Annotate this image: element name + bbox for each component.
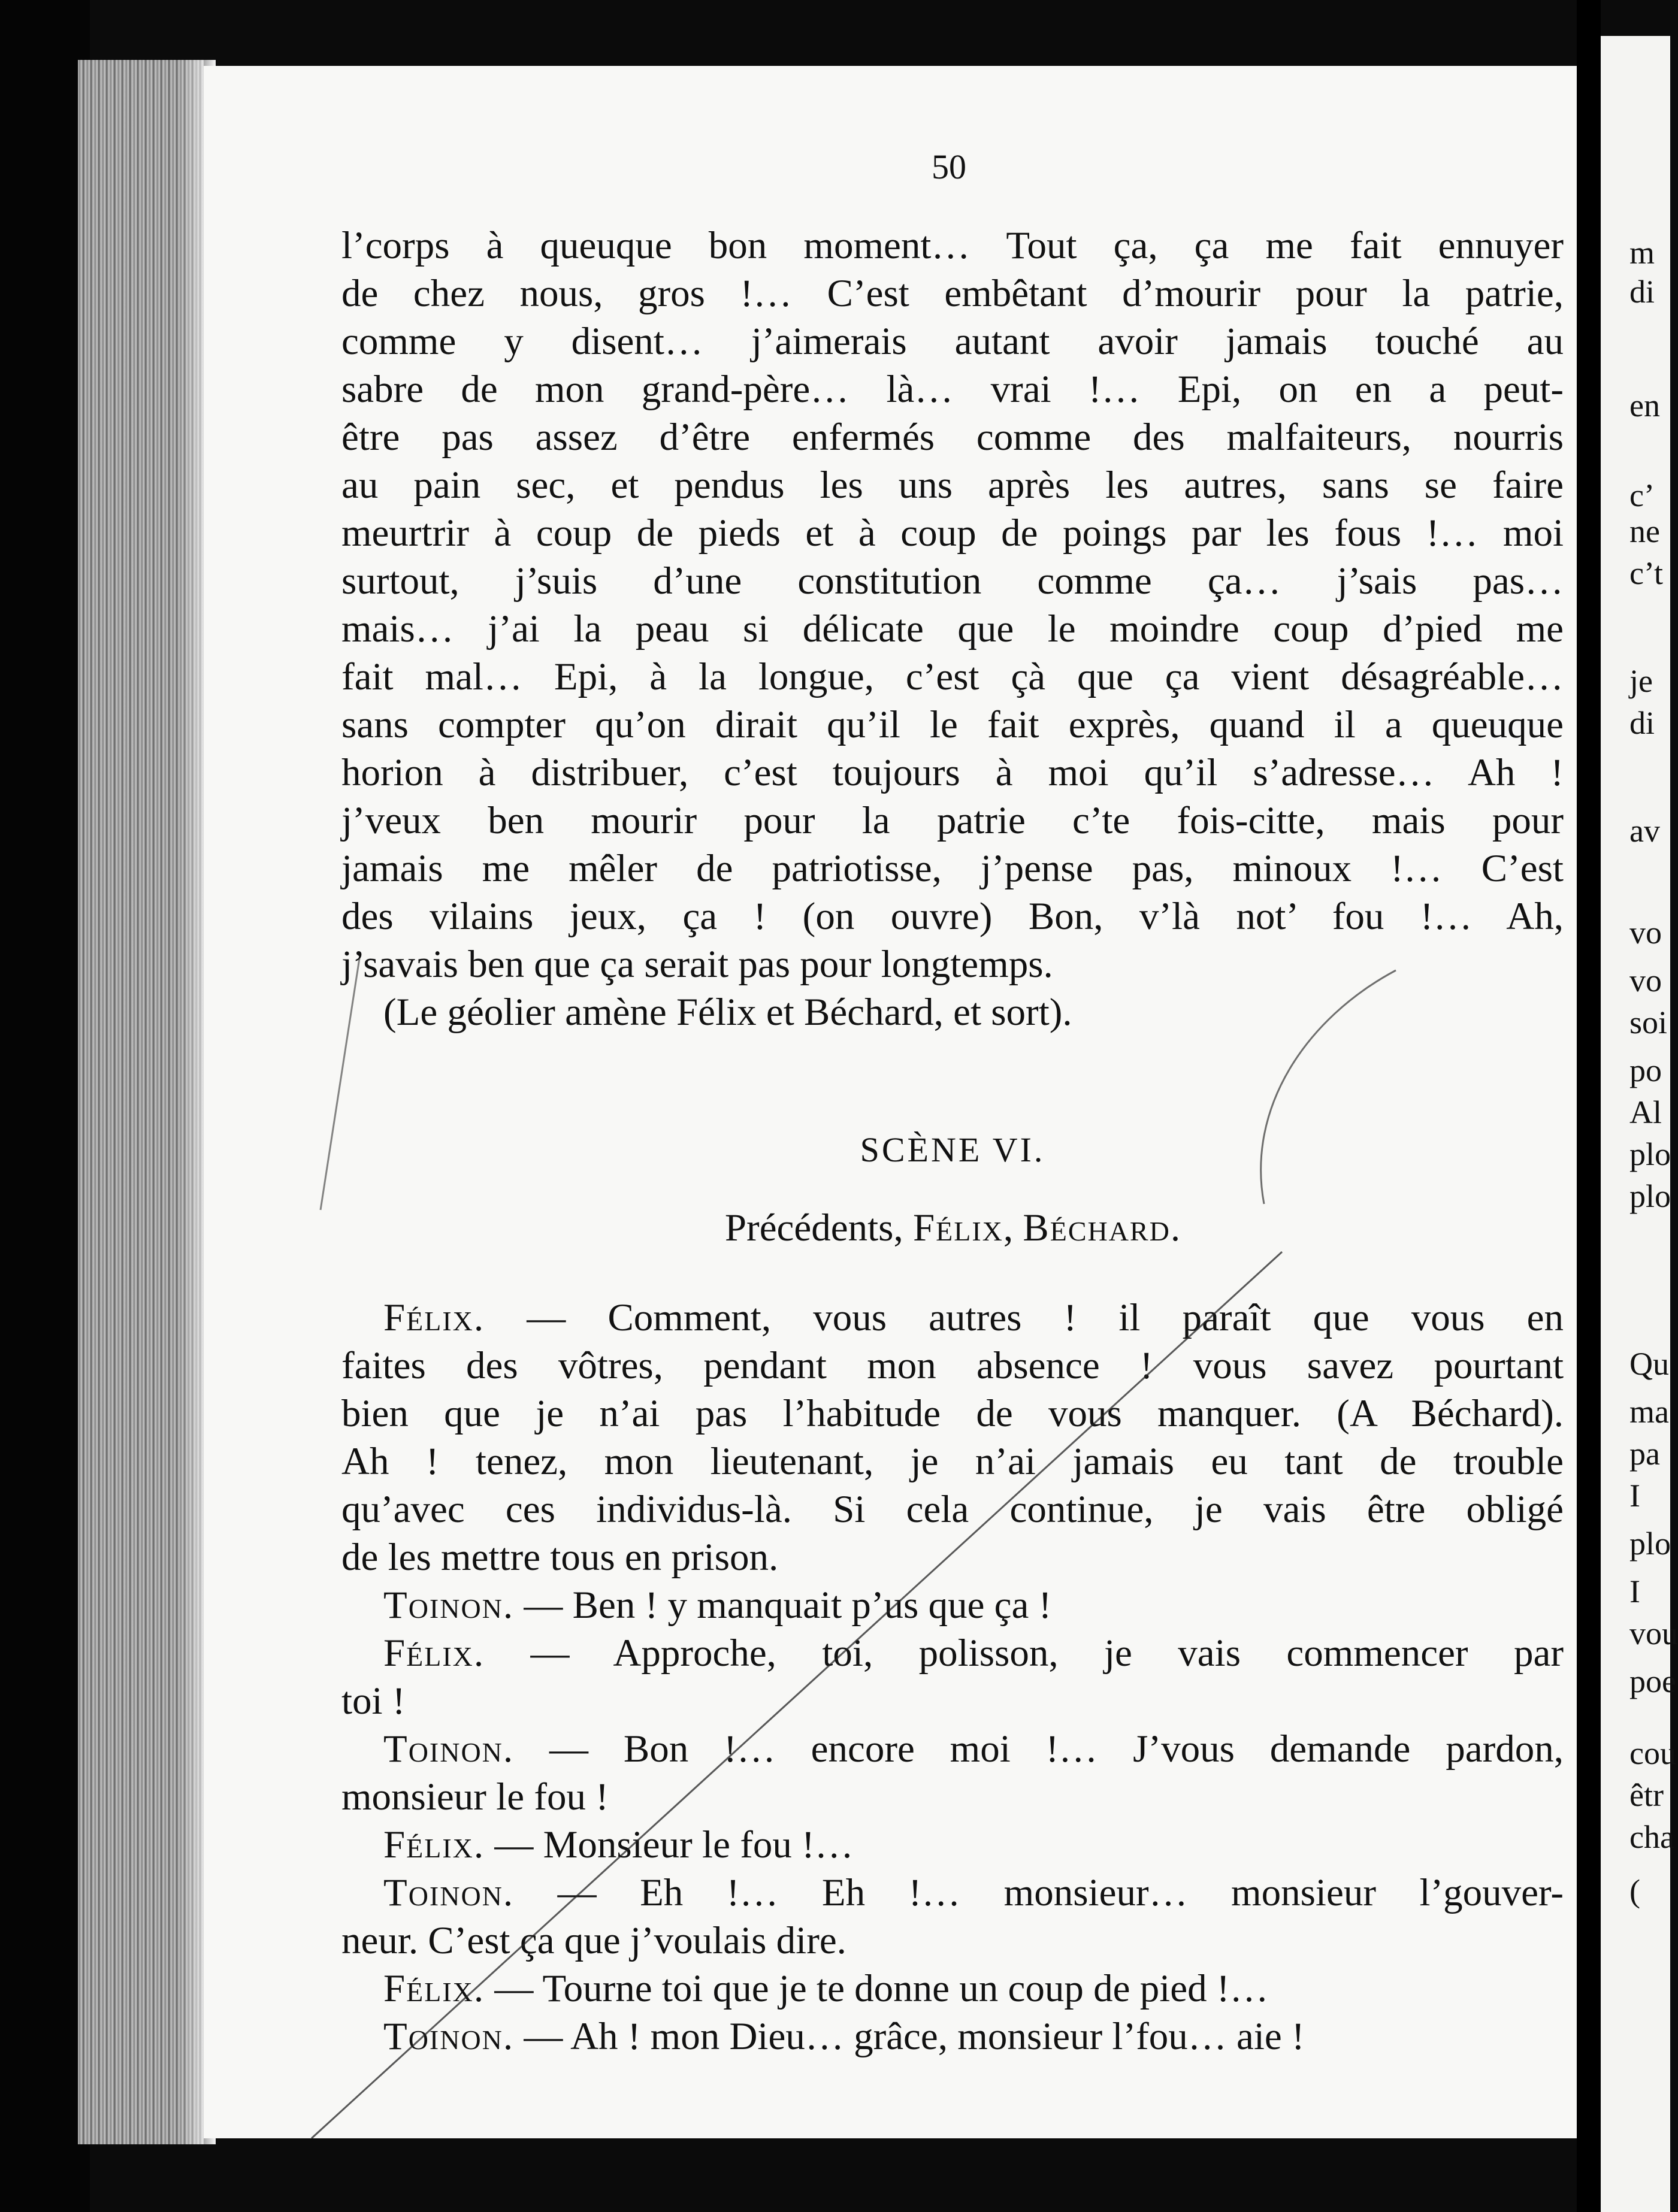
speaker-name: Félix. xyxy=(383,1967,485,2010)
text-line: des vilains jeux, ça ! (on ouvre) Bon, v’là not’ fou !… Ah, xyxy=(341,895,1564,938)
dialogue-line xyxy=(383,1629,1564,1677)
speaker-name: Félix. xyxy=(383,1296,485,1339)
facing-page-fragment: poe xyxy=(1629,1663,1676,1699)
facing-page xyxy=(1601,36,1678,2212)
facing-page-fragment: po xyxy=(1629,1052,1662,1088)
speech-text: — Tourne toi que je te donne un coup de pied !… xyxy=(485,1967,1269,2010)
scene-characters xyxy=(341,1204,1564,1252)
dialogue-line xyxy=(383,1725,1564,1773)
speaker-name: Toinon. xyxy=(383,1584,515,1627)
speaker-name: Toinon. xyxy=(383,2015,515,2058)
facing-page-fragment: c’ xyxy=(1629,477,1655,513)
dialogue-line xyxy=(383,1581,1564,1629)
speech-text: — Approche, toi, polisson, je vais commencer par xyxy=(485,1632,1564,1675)
facing-page-fragment: vo xyxy=(1629,963,1662,998)
speech-text: — Eh !… Eh !… monsieur… monsieur l’gouver- xyxy=(514,1871,1564,1914)
text-line: fait mal… Epi, à la longue, c’est çà que ça vient désagréable… xyxy=(341,655,1564,698)
dialogue-line xyxy=(383,2013,1564,2060)
speaker-name: Toinon. xyxy=(383,1727,515,1771)
spine-shadow xyxy=(1577,0,1601,2212)
dialogue-line: qu’avec ces individus-là. Si cela continue, je vais être obligé xyxy=(341,1488,1564,1531)
facing-page-fragment: I xyxy=(1629,1573,1640,1609)
speech-text: — Ben ! y manquait p’us que ça ! xyxy=(514,1584,1052,1627)
facing-page-fragment: êtr xyxy=(1629,1777,1664,1813)
facing-page-fragment: I xyxy=(1629,1478,1640,1514)
scene-characters-prefix: Précédents, xyxy=(724,1206,913,1249)
text-line: sans compter qu’on dirait qu’il le fait exprès, quand il a queuque xyxy=(341,703,1564,746)
speech-text: — Ah ! mon Dieu… grâce, monsieur l’fou… aie ! xyxy=(514,2015,1305,2058)
speaker-name: Félix. xyxy=(383,1632,485,1675)
speech-text: — Bon !… encore moi !… J’vous demande pardon, xyxy=(514,1727,1564,1771)
dialogue-line: neur. C’est ça que j’voulais dire. xyxy=(341,1919,846,1962)
facing-page-fragment: di xyxy=(1629,274,1655,310)
text-line: de chez nous, gros !… C’est embêtant d’mourir pour la patrie, xyxy=(341,272,1564,315)
scene-title: SCÈNE VI. xyxy=(860,1130,1045,1169)
scene-characters-separator: , xyxy=(1003,1206,1023,1249)
text-line: horion à distribuer, c’est toujours à moi qu’il s’adresse… Ah ! xyxy=(341,751,1564,794)
stage-direction: (Le géolier amène Félix et Béchard, et sort). xyxy=(383,991,1072,1034)
facing-page-fragment: pa xyxy=(1629,1436,1660,1472)
facing-page-fragment: soi xyxy=(1629,1004,1668,1040)
facing-page-fragment: plo xyxy=(1629,1526,1671,1562)
facing-page-fragment: en xyxy=(1629,388,1660,423)
speaker-name: Toinon. xyxy=(383,1871,515,1914)
speech-text: — Monsieur le fou !… xyxy=(485,1823,854,1866)
facing-page-fragment: je xyxy=(1629,663,1653,699)
dialogue-line: Ah ! tenez, mon lieutenant, je n’ai jamais eu tant de trouble xyxy=(341,1440,1564,1483)
scene-characters-suffix: . xyxy=(1170,1206,1181,1249)
dialogue-line: faites des vôtres, pendant mon absence ! vous savez pourtant xyxy=(341,1344,1564,1387)
text-line: surtout, j’suis d’une constitution comme ça… j’sais pas… xyxy=(341,559,1564,603)
text-line: être pas assez d’être enfermés comme des malfaiteurs, nourris xyxy=(341,416,1564,459)
facing-page-fragment: plo xyxy=(1629,1136,1671,1172)
text-line: j’veux ben mourir pour la patrie c’te fois-citte, mais pour xyxy=(341,799,1564,842)
dialogue-line: de les mettre tous en prison. xyxy=(341,1536,779,1579)
dialogue-line: toi ! xyxy=(341,1680,406,1723)
character-felix: Félix xyxy=(912,1206,1003,1249)
character-bechard: Béchard xyxy=(1023,1206,1171,1249)
text-line: j’savais ben que ça serait pas pour longtemps. xyxy=(341,943,1053,986)
facing-page-fragment: plo xyxy=(1629,1178,1671,1214)
facing-page-fragment: av xyxy=(1629,813,1660,849)
dialogue-line xyxy=(383,1869,1564,1917)
facing-page-fragment: m xyxy=(1629,235,1655,271)
facing-page-fragment: di xyxy=(1629,705,1655,741)
facing-page-fragment: c’t xyxy=(1629,555,1663,591)
text-line: comme y disent… j’aimerais autant avoir jamais touché au xyxy=(341,320,1564,363)
text-line: jamais me mêler de patriotisse, j’pense pas, minoux !… C’est xyxy=(341,847,1564,890)
dialogue-line: monsieur le fou ! xyxy=(341,1775,609,1818)
page-number: 50 xyxy=(932,147,966,186)
dialogue-line xyxy=(383,1965,1564,2013)
facing-page-fragment: Al xyxy=(1629,1094,1662,1130)
text-line: sabre de mon grand-père… là… vrai !… Epi, on en a peut- xyxy=(341,368,1564,411)
facing-page-fragment: cha xyxy=(1629,1819,1674,1855)
dialogue-line xyxy=(383,1821,1564,1869)
text-line: au pain sec, et pendus les uns après les autres, sans se faire xyxy=(341,464,1564,507)
dialogue-line xyxy=(383,1294,1564,1342)
facing-page-fragment: ma xyxy=(1629,1394,1669,1430)
facing-page-fragment: ( xyxy=(1629,1873,1640,1909)
speaker-name: Félix. xyxy=(383,1823,485,1866)
facing-page-fragment: vou xyxy=(1629,1615,1678,1651)
text-line: mais… j’ai la peau si délicate que le moindre coup d’pied me xyxy=(341,607,1564,650)
facing-page-fragment: Qu xyxy=(1629,1346,1669,1382)
text-line: l’corps à queuque bon moment… Tout ça, ça me fait ennuyer xyxy=(341,224,1564,267)
text-line: meurtrir à coup de pieds et à coup de poings par les fous !… moi xyxy=(341,512,1564,555)
binding-left xyxy=(0,0,90,2212)
facing-page-fragment: cou xyxy=(1629,1735,1676,1771)
dialogue-line: bien que je n’ai pas l’habitude de vous manquer. (A Béchard). xyxy=(341,1392,1564,1435)
speech-text: — Comment, vous autres ! il paraît que vous en xyxy=(485,1296,1564,1339)
facing-page-fragment: vo xyxy=(1629,915,1662,951)
facing-page-fragment: ne xyxy=(1629,513,1660,549)
